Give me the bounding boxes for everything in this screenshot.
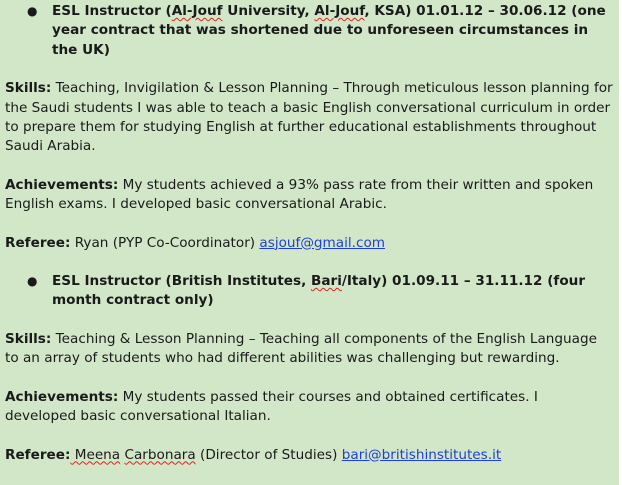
job-title: ESL Instructor (British Institutes, Bari/Italy) 01.09.11 – 31.11.12 (four month contract only) (52, 273, 586, 309)
bullet-icon: ● (27, 274, 38, 289)
skills-text: Teaching & Lesson Planning – Teaching all components of the English Language to an array of students who had different abilities was challenging but rewarding. (5, 330, 597, 367)
skills-label: Skills: (5, 330, 52, 347)
bullet-icon: ● (27, 4, 38, 18)
referee-label: Referee: (5, 446, 71, 463)
achievements-label: Achievements: (5, 388, 119, 405)
achievements-label: Achievements: (5, 176, 119, 193)
referee-paragraph (5, 234, 613, 253)
referee-paragraph (5, 446, 613, 465)
referee-label: Referee: (5, 234, 71, 251)
job-heading-al-jouf (5, 2, 613, 60)
skills-paragraph (5, 79, 613, 157)
job-title: ESL Instructor (Al-Jouf University, Al-Jouf, KSA) 01.01.12 – 30.06.12 (one year contract that was shortened due to unforeseen circumstances in the UK) (52, 3, 606, 58)
skills-label: Skills: (5, 80, 52, 97)
achievements-text: My students passed their courses and obtained certificates. I developed basic conversational Italian. (5, 388, 538, 425)
referee-email-link[interactable]: asjouf@gmail.com (259, 234, 386, 251)
referee-last-name: Carbonara (124, 446, 196, 463)
skills-text: Teaching, Invigilation & Lesson Planning – Through meticulous lesson planning for the Saudi students I was able to teach a basic English conversational curriculum in order to prepare them for studying English at further educational establishments throughout Saudi Arabia. (5, 80, 613, 155)
achievements-paragraph (5, 388, 613, 427)
achievements-paragraph (5, 176, 613, 215)
referee-email-link[interactable]: bari@britishinstitutes.it (341, 446, 502, 463)
job-heading-british-institutes (5, 272, 613, 311)
skills-paragraph (5, 330, 613, 369)
referee-name: Ryan (PYP Co-Coordinator) (70, 234, 260, 251)
referee-first-name: Meena (70, 446, 121, 463)
cv-experience-section (5, 2, 613, 484)
referee-role: (Director of Studies) (195, 446, 342, 463)
achievements-text: My students achieved a 93% pass rate from their written and spoken English exams. I developed basic conversational Arabic. (5, 176, 594, 213)
